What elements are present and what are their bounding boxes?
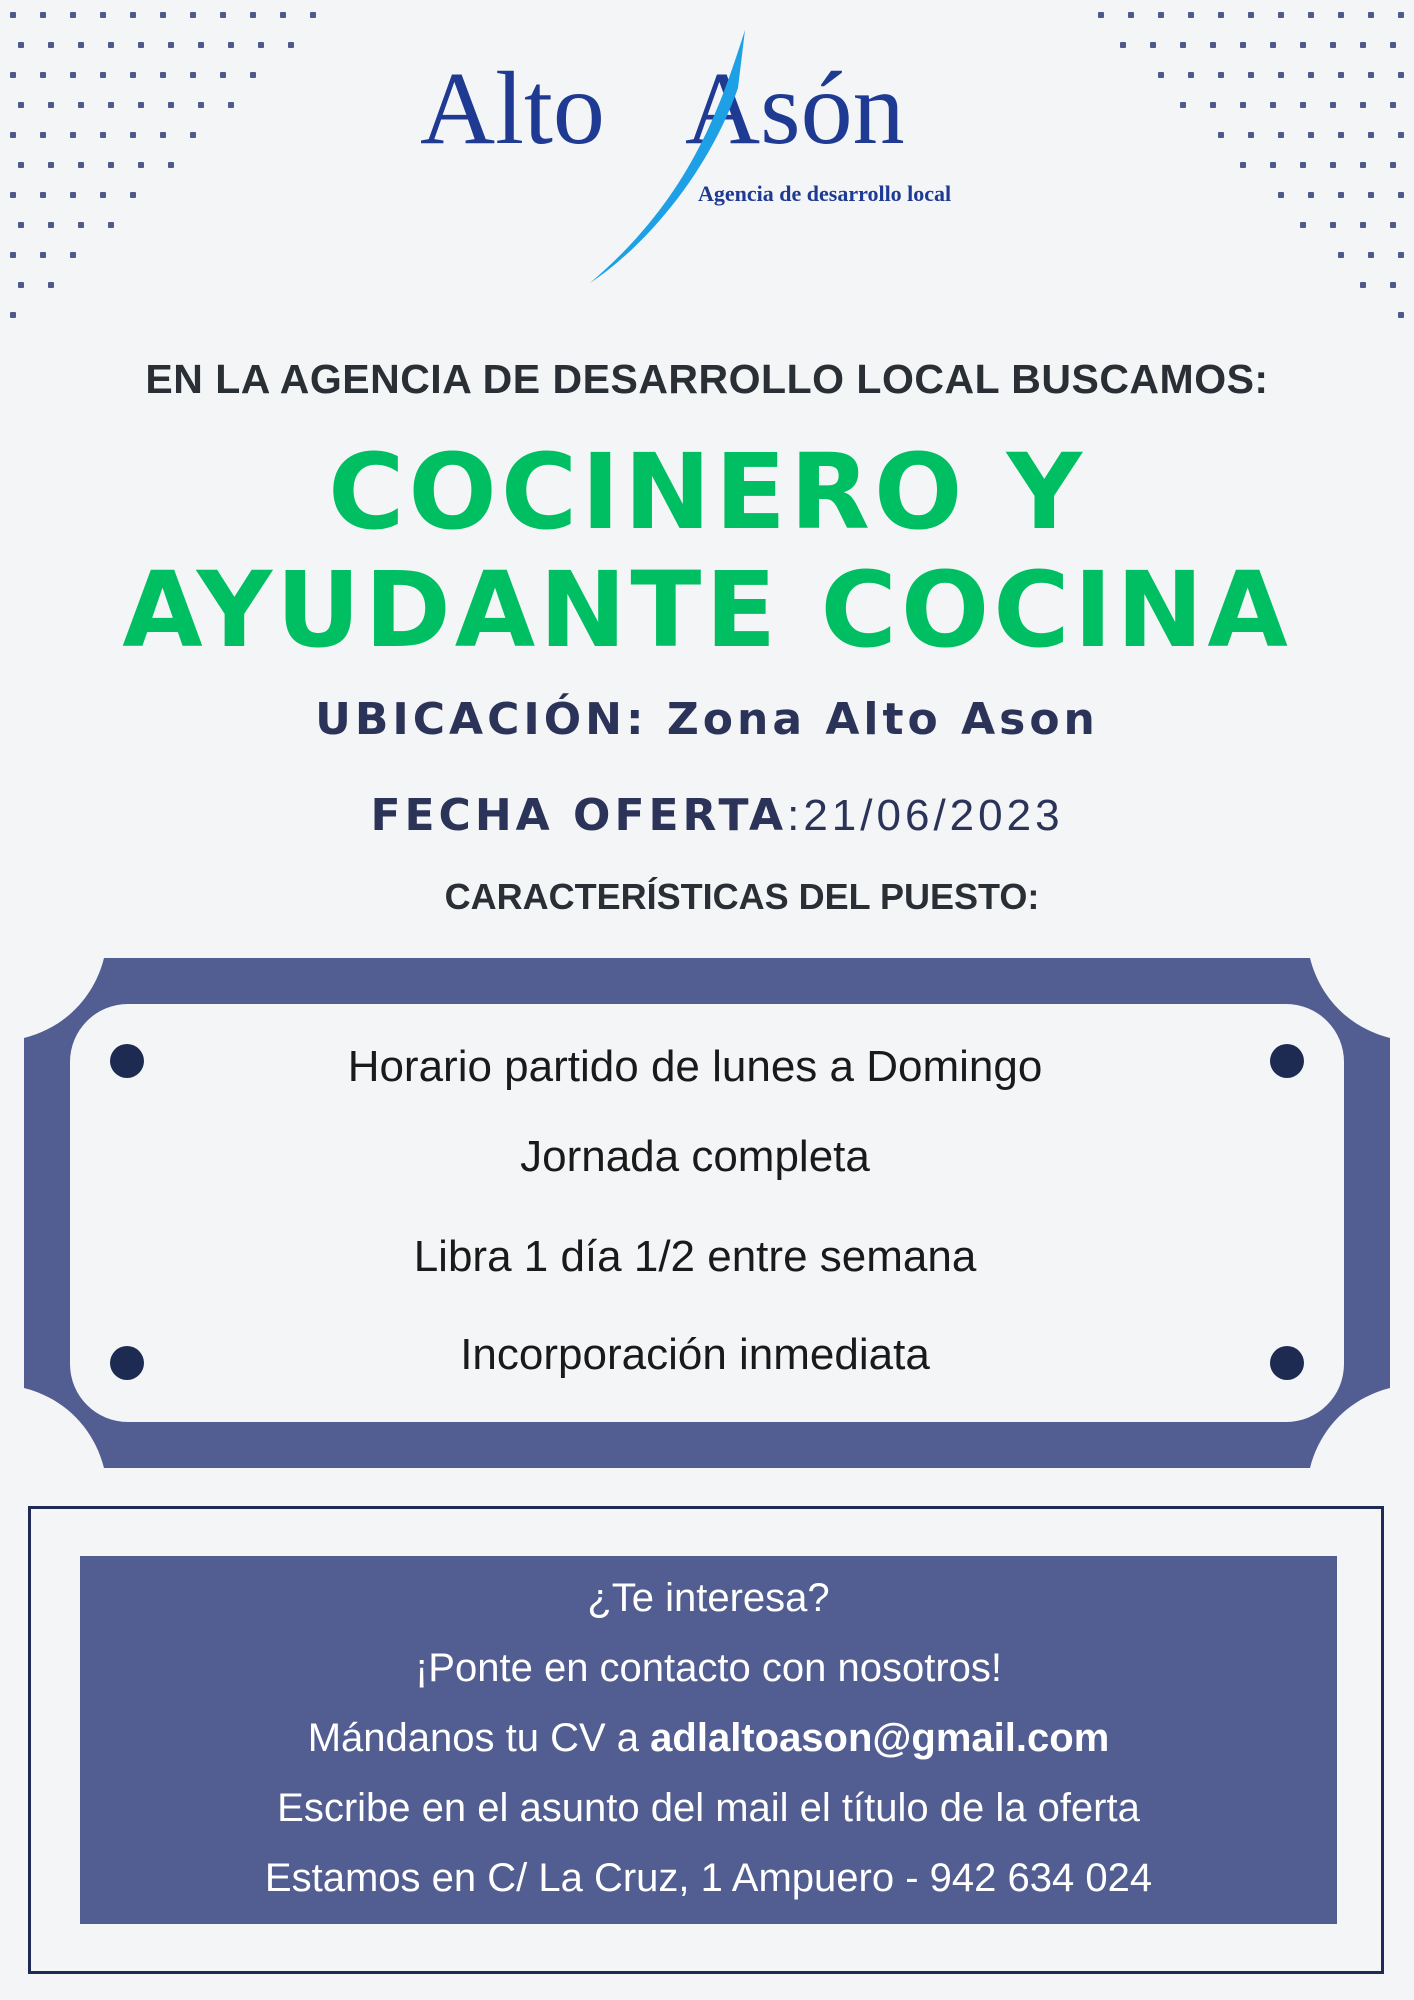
decorative-dot [1338, 192, 1344, 198]
decorative-dot [190, 12, 196, 18]
decorative-dot [1368, 12, 1374, 18]
decorative-dot [1218, 132, 1224, 138]
decorative-dot [78, 162, 84, 168]
decorative-dot [1360, 162, 1366, 168]
decorative-dot [250, 72, 256, 78]
decorative-dot [78, 42, 84, 48]
feature-item: Horario partido de lunes a Domingo [347, 1042, 1043, 1091]
decorative-dot [100, 192, 106, 198]
decorative-dot [1240, 162, 1246, 168]
decorative-dot [70, 72, 76, 78]
decorative-dot [1278, 72, 1284, 78]
decorative-dot [108, 222, 114, 228]
decorative-dot [108, 102, 114, 108]
decorative-dot [40, 12, 46, 18]
decorative-dot [48, 102, 54, 108]
decorative-dot [228, 102, 234, 108]
decorative-dot [168, 102, 174, 108]
decorative-dot [288, 42, 294, 48]
job-title-line1: COCINERO Y [328, 431, 1086, 553]
decorative-dot [1158, 12, 1164, 18]
decorative-dot [220, 12, 226, 18]
location [0, 694, 1414, 745]
decorative-dot [10, 12, 16, 18]
decorative-dot [190, 132, 196, 138]
decorative-dot [1390, 162, 1396, 168]
decorative-dot [130, 132, 136, 138]
decorative-dot [168, 42, 174, 48]
contact-email-prefix: Mándanos tu CV a [307, 1716, 651, 1760]
decorative-dot [108, 162, 114, 168]
decorative-dot [1278, 192, 1284, 198]
decorative-dot [258, 42, 264, 48]
decorative-dot [1270, 102, 1276, 108]
decorative-dot [160, 72, 166, 78]
decorative-dot [1368, 252, 1374, 258]
decorative-dot [70, 132, 76, 138]
contact-subject-note: Escribe en el asunto del mail el título de la oferta [277, 1786, 1140, 1830]
decorative-dot [1398, 72, 1404, 78]
contact-address: Estamos en C/ La Cruz, 1 Ampuero - 942 634 024 [264, 1856, 1153, 1900]
decorative-dot [1210, 42, 1216, 48]
decorative-dot [1330, 222, 1336, 228]
decorative-dot [1360, 222, 1366, 228]
decorative-dot [48, 162, 54, 168]
decorative-dot [1300, 102, 1306, 108]
decorative-dot [1398, 252, 1404, 258]
dot-pattern-top-right [1080, 0, 1414, 340]
logo-name-part2: Asón [685, 51, 905, 166]
decorative-dot [1330, 102, 1336, 108]
decorative-dot [280, 12, 286, 18]
decorative-dot [198, 102, 204, 108]
decorative-dot [78, 222, 84, 228]
decorative-dot [1338, 132, 1344, 138]
decorative-dot [40, 72, 46, 78]
decorative-dot [1218, 12, 1224, 18]
decorative-dot [1368, 72, 1374, 78]
decorative-dot [1188, 72, 1194, 78]
decorative-dot [1300, 42, 1306, 48]
decorative-dot [138, 42, 144, 48]
decorative-dot [70, 252, 76, 258]
decorative-dot [48, 222, 54, 228]
logo-tagline: Agencia de desarrollo local [698, 181, 952, 206]
decorative-dot [40, 132, 46, 138]
decorative-dot [1098, 12, 1104, 18]
decorative-dot [1248, 132, 1254, 138]
decorative-dot [130, 72, 136, 78]
decorative-dot [1210, 102, 1216, 108]
dot-pattern-top-left [0, 0, 340, 340]
decorative-dot [160, 12, 166, 18]
decorative-dot [70, 12, 76, 18]
decorative-dot [18, 222, 24, 228]
decorative-dot [1390, 222, 1396, 228]
decorative-dot [310, 12, 316, 18]
date-label: FECHA OFERTA [370, 790, 788, 841]
decorative-dot [10, 132, 16, 138]
decorative-dot [130, 192, 136, 198]
decorative-dot [1368, 132, 1374, 138]
decorative-dot [1248, 12, 1254, 18]
decorative-dot [1278, 12, 1284, 18]
offer-date [0, 790, 1414, 841]
decorative-dot [190, 72, 196, 78]
decorative-dot [1218, 72, 1224, 78]
feature-item: Jornada completa [520, 1132, 870, 1181]
feature-item: Incorporación inmediata [460, 1330, 930, 1379]
decorative-dot [1398, 12, 1404, 18]
logo-name-part1: Alto [420, 51, 605, 166]
decorative-dot [1308, 132, 1314, 138]
decorative-dot [168, 162, 174, 168]
decorative-dot [1128, 12, 1134, 18]
decorative-dot [220, 72, 226, 78]
decorative-dot [1278, 132, 1284, 138]
decorative-dot [1240, 102, 1246, 108]
decorative-dot [70, 192, 76, 198]
decorative-dot [1390, 102, 1396, 108]
decorative-dot [1330, 42, 1336, 48]
features-heading: CARACTERÍSTICAS DEL PUESTO: [444, 876, 1040, 917]
decorative-dot [160, 132, 166, 138]
decorative-dot [100, 72, 106, 78]
decorative-dot [1338, 252, 1344, 258]
decorative-dot [1338, 12, 1344, 18]
contact-question: ¿Te interesa? [587, 1576, 830, 1620]
decorative-dot [1398, 192, 1404, 198]
decorative-dot [1338, 72, 1344, 78]
contact-invite: ¡Ponte en contacto con nosotros! [414, 1646, 1003, 1690]
feature-item: Libra 1 día 1/2 entre semana [413, 1232, 977, 1281]
decorative-dot [10, 312, 16, 318]
intro-heading: EN LA AGENCIA DE DESARROLLO LOCAL BUSCAMOS: [145, 356, 1269, 402]
decorative-dot [1180, 102, 1186, 108]
job-title-line2: AYUDANTE COCINA [122, 549, 1292, 671]
decorative-dot [1390, 282, 1396, 288]
decorative-dot [138, 162, 144, 168]
decorative-dot [1300, 222, 1306, 228]
contact-email-link[interactable]: adlaltoason@gmail.com [650, 1716, 1110, 1760]
decorative-dot [1398, 312, 1404, 318]
decorative-dot [10, 252, 16, 258]
decorative-dot [78, 102, 84, 108]
location-value: Zona Alto Ason [666, 694, 1099, 745]
decorative-dot [40, 252, 46, 258]
location-label: UBICACIÓN: [315, 694, 648, 745]
decorative-dot [1360, 42, 1366, 48]
decorative-dot [1368, 192, 1374, 198]
decorative-dot [228, 42, 234, 48]
decorative-dot [1150, 42, 1156, 48]
decorative-dot [18, 282, 24, 288]
decorative-dot [198, 42, 204, 48]
decorative-dot [1120, 42, 1126, 48]
decorative-dot [1330, 162, 1336, 168]
decorative-dot [10, 72, 16, 78]
decorative-dot [1308, 72, 1314, 78]
decorative-dot [1308, 192, 1314, 198]
decorative-dot [1180, 42, 1186, 48]
decorative-dot [1308, 12, 1314, 18]
decorative-dot [48, 42, 54, 48]
decorative-dot [48, 282, 54, 288]
decorative-dot [1390, 42, 1396, 48]
decorative-dot [108, 42, 114, 48]
decorative-dot [250, 12, 256, 18]
decorative-dot [100, 132, 106, 138]
alto-ason-logo [420, 28, 1010, 298]
decorative-dot [40, 192, 46, 198]
decorative-dot [1300, 162, 1306, 168]
decorative-dot [130, 12, 136, 18]
features-frame [24, 958, 1390, 1468]
contact-email-line [80, 1716, 1337, 1761]
decorative-dot [138, 102, 144, 108]
decorative-dot [1248, 72, 1254, 78]
decorative-dot [18, 102, 24, 108]
decorative-dot [18, 162, 24, 168]
decorative-dot [1360, 282, 1366, 288]
decorative-dot [1398, 132, 1404, 138]
decorative-dot [1270, 42, 1276, 48]
decorative-dot [1360, 102, 1366, 108]
decorative-dot [1158, 72, 1164, 78]
decorative-dot [1270, 162, 1276, 168]
decorative-dot [100, 12, 106, 18]
decorative-dot [1188, 12, 1194, 18]
decorative-dot [1240, 42, 1246, 48]
decorative-dot [10, 192, 16, 198]
decorative-dot [18, 42, 24, 48]
date-value: :21/06/2023 [787, 791, 1064, 840]
